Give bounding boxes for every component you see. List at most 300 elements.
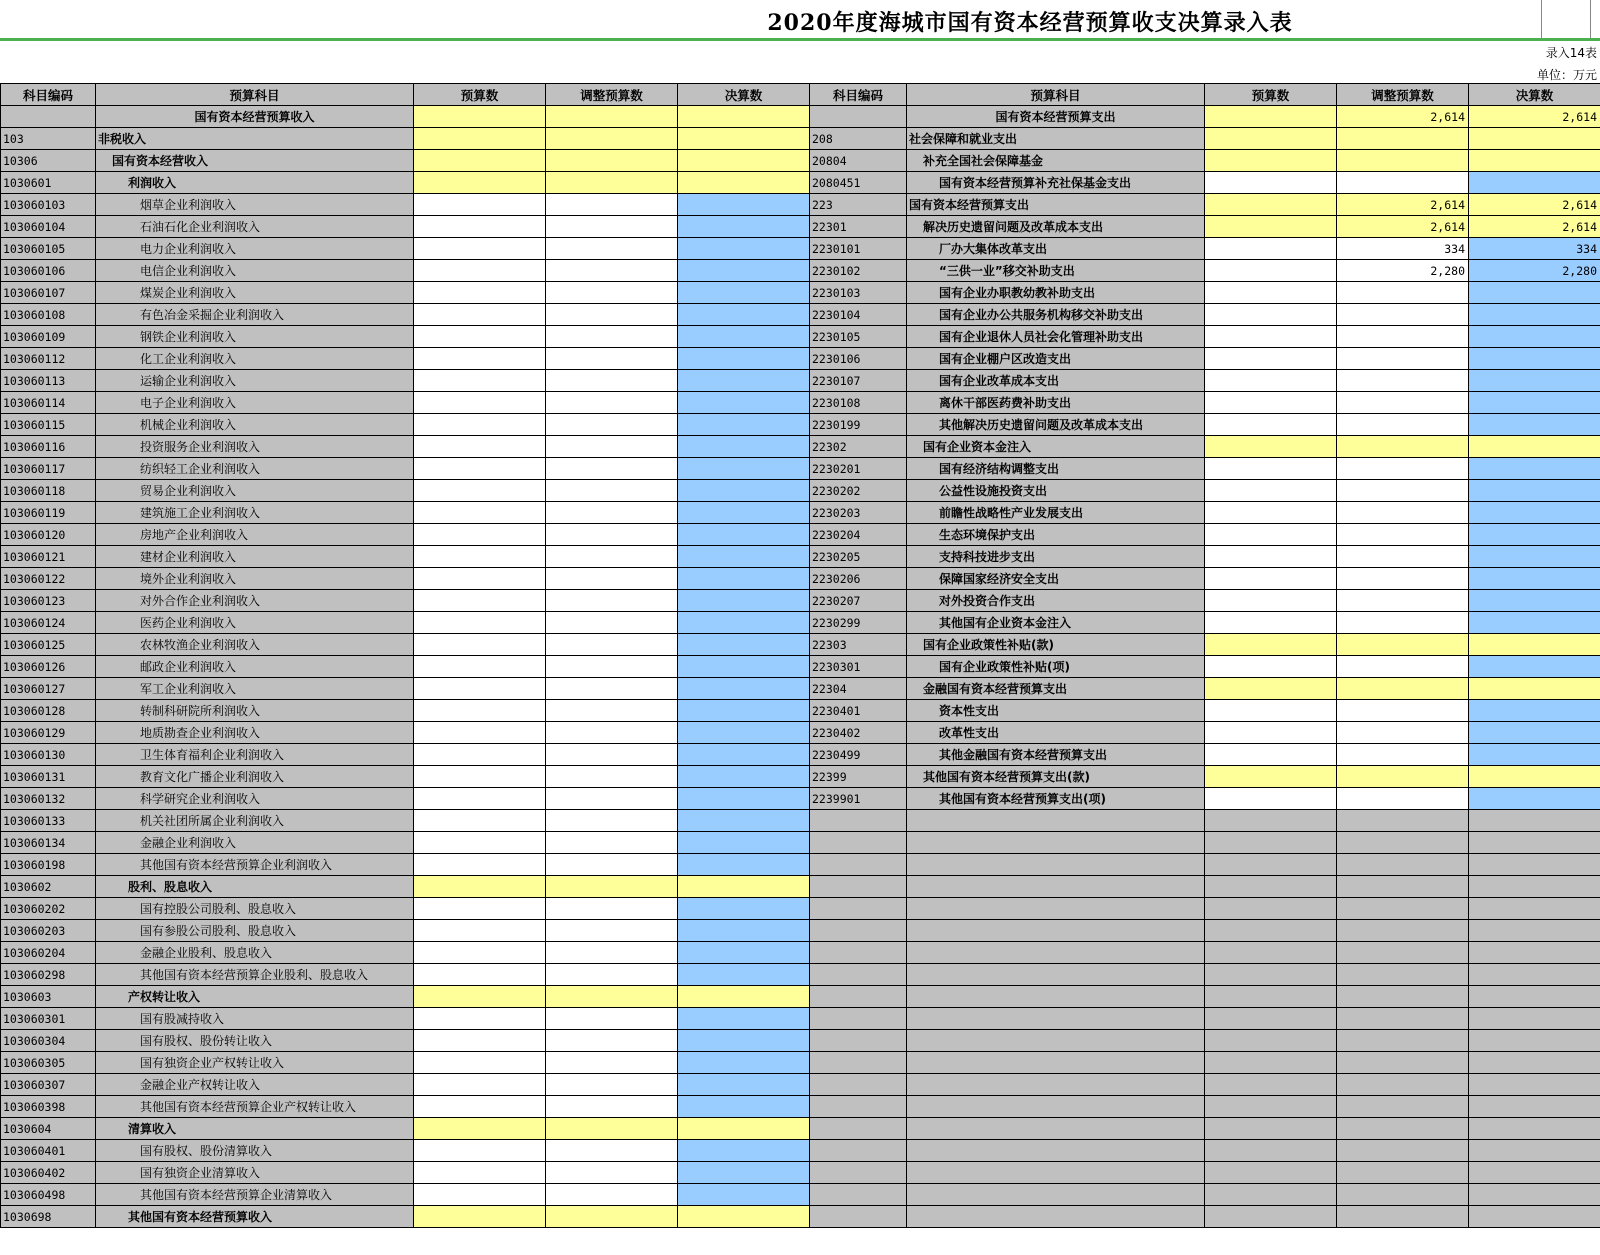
left-adjusted-cell[interactable] bbox=[546, 1162, 678, 1184]
left-final-cell[interactable] bbox=[678, 172, 810, 194]
left-adjusted-cell[interactable] bbox=[546, 480, 678, 502]
empty-cell bbox=[1469, 1052, 1600, 1074]
right-budget-cell[interactable] bbox=[1205, 612, 1337, 634]
right-final-cell[interactable] bbox=[1469, 568, 1600, 590]
left-final-cell[interactable] bbox=[678, 524, 810, 546]
left-adjusted-cell[interactable] bbox=[546, 722, 678, 744]
left-budget-cell[interactable] bbox=[414, 634, 546, 656]
right-final-cell[interactable] bbox=[1469, 326, 1600, 348]
left-final-cell[interactable] bbox=[678, 502, 810, 524]
right-adjusted-cell[interactable] bbox=[1337, 656, 1469, 678]
left-adjusted-cell[interactable] bbox=[546, 106, 678, 128]
right-adjusted-cell[interactable]: 2,614 bbox=[1337, 194, 1469, 216]
right-adjusted-cell[interactable] bbox=[1337, 634, 1469, 656]
left-budget-cell[interactable] bbox=[414, 1008, 546, 1030]
left-final-cell[interactable] bbox=[678, 128, 810, 150]
divider bbox=[1541, 0, 1542, 38]
left-budget-cell[interactable] bbox=[414, 128, 546, 150]
right-adjusted-cell[interactable] bbox=[1337, 678, 1469, 700]
left-subject-cell: 医药企业利润收入 bbox=[96, 612, 414, 634]
empty-cell bbox=[907, 920, 1205, 942]
left-final-cell[interactable] bbox=[678, 546, 810, 568]
right-final-cell[interactable] bbox=[1469, 612, 1600, 634]
left-adjusted-cell[interactable] bbox=[546, 568, 678, 590]
left-adjusted-cell[interactable] bbox=[546, 1030, 678, 1052]
left-final-cell[interactable] bbox=[678, 964, 810, 986]
left-budget-cell[interactable] bbox=[414, 854, 546, 876]
left-adjusted-cell[interactable] bbox=[546, 524, 678, 546]
left-final-cell[interactable] bbox=[678, 1118, 810, 1140]
left-adjusted-cell[interactable] bbox=[546, 656, 678, 678]
left-final-cell[interactable] bbox=[678, 854, 810, 876]
right-subject-cell: 国有资本经营预算支出 bbox=[907, 194, 1205, 216]
left-adjusted-cell[interactable] bbox=[546, 832, 678, 854]
right-final-cell[interactable]: 2,280 bbox=[1469, 260, 1600, 282]
left-code-cell: 103060301 bbox=[1, 1008, 96, 1030]
right-code-cell: 2230402 bbox=[810, 722, 907, 744]
left-budget-cell[interactable] bbox=[414, 106, 546, 128]
left-subject-cell: 地质勘查企业利润收入 bbox=[96, 722, 414, 744]
right-budget-cell[interactable] bbox=[1205, 700, 1337, 722]
left-budget-cell[interactable] bbox=[414, 172, 546, 194]
right-final-cell[interactable] bbox=[1469, 524, 1600, 546]
right-adjusted-cell[interactable] bbox=[1337, 326, 1469, 348]
right-adjusted-cell[interactable] bbox=[1337, 546, 1469, 568]
left-adjusted-cell[interactable] bbox=[546, 854, 678, 876]
right-adjusted-cell[interactable] bbox=[1337, 128, 1469, 150]
right-subject-cell: 国有企业资本金注入 bbox=[907, 436, 1205, 458]
right-final-cell[interactable] bbox=[1469, 282, 1600, 304]
right-final-cell[interactable] bbox=[1469, 150, 1600, 172]
right-final-cell[interactable] bbox=[1469, 458, 1600, 480]
empty-cell bbox=[1469, 1008, 1600, 1030]
left-adjusted-cell[interactable] bbox=[546, 1118, 678, 1140]
right-adjusted-cell[interactable] bbox=[1337, 744, 1469, 766]
right-final-cell[interactable] bbox=[1469, 436, 1600, 458]
right-adjusted-cell[interactable] bbox=[1337, 414, 1469, 436]
right-budget-cell[interactable] bbox=[1205, 216, 1337, 238]
left-budget-cell[interactable] bbox=[414, 436, 546, 458]
left-final-cell[interactable] bbox=[678, 370, 810, 392]
left-final-cell[interactable] bbox=[678, 1074, 810, 1096]
left-budget-cell[interactable] bbox=[414, 744, 546, 766]
right-budget-cell[interactable] bbox=[1205, 260, 1337, 282]
right-budget-cell[interactable] bbox=[1205, 106, 1337, 128]
right-budget-cell[interactable] bbox=[1205, 634, 1337, 656]
empty-cell bbox=[907, 1052, 1205, 1074]
left-final-cell[interactable] bbox=[678, 876, 810, 898]
right-final-cell[interactable] bbox=[1469, 370, 1600, 392]
left-budget-cell[interactable] bbox=[414, 678, 546, 700]
left-adjusted-cell[interactable] bbox=[546, 788, 678, 810]
right-final-cell[interactable] bbox=[1469, 656, 1600, 678]
right-final-cell[interactable] bbox=[1469, 304, 1600, 326]
right-budget-cell[interactable] bbox=[1205, 414, 1337, 436]
right-adjusted-cell[interactable] bbox=[1337, 766, 1469, 788]
right-adjusted-cell[interactable] bbox=[1337, 480, 1469, 502]
right-budget-cell[interactable] bbox=[1205, 150, 1337, 172]
right-final-cell[interactable] bbox=[1469, 678, 1600, 700]
left-budget-cell[interactable] bbox=[414, 964, 546, 986]
right-budget-cell[interactable] bbox=[1205, 766, 1337, 788]
left-final-cell[interactable] bbox=[678, 568, 810, 590]
left-budget-cell[interactable] bbox=[414, 150, 546, 172]
right-adjusted-cell[interactable] bbox=[1337, 722, 1469, 744]
left-final-cell[interactable] bbox=[678, 1184, 810, 1206]
left-budget-cell[interactable] bbox=[414, 722, 546, 744]
empty-cell bbox=[1337, 854, 1469, 876]
left-final-cell[interactable] bbox=[678, 348, 810, 370]
left-adjusted-cell[interactable] bbox=[546, 194, 678, 216]
right-budget-cell[interactable] bbox=[1205, 172, 1337, 194]
left-budget-cell[interactable] bbox=[414, 942, 546, 964]
right-budget-cell[interactable] bbox=[1205, 326, 1337, 348]
left-budget-cell[interactable] bbox=[414, 898, 546, 920]
left-adjusted-cell[interactable] bbox=[546, 590, 678, 612]
left-budget-cell[interactable] bbox=[414, 920, 546, 942]
left-final-cell[interactable] bbox=[678, 480, 810, 502]
left-budget-cell[interactable] bbox=[414, 1140, 546, 1162]
right-adjusted-cell[interactable]: 2,280 bbox=[1337, 260, 1469, 282]
empty-cell bbox=[810, 986, 907, 1008]
right-final-cell[interactable] bbox=[1469, 634, 1600, 656]
empty-cell bbox=[1469, 942, 1600, 964]
right-budget-cell[interactable] bbox=[1205, 392, 1337, 414]
right-budget-cell[interactable] bbox=[1205, 370, 1337, 392]
left-adjusted-cell[interactable] bbox=[546, 172, 678, 194]
left-budget-cell[interactable] bbox=[414, 524, 546, 546]
left-final-cell[interactable] bbox=[678, 634, 810, 656]
left-final-cell[interactable] bbox=[678, 458, 810, 480]
right-code-cell: 2230299 bbox=[810, 612, 907, 634]
left-adjusted-cell[interactable] bbox=[546, 260, 678, 282]
left-final-cell[interactable] bbox=[678, 150, 810, 172]
table-row bbox=[1, 304, 1600, 326]
left-final-cell[interactable] bbox=[678, 216, 810, 238]
right-adjusted-cell[interactable] bbox=[1337, 436, 1469, 458]
left-budget-cell[interactable] bbox=[414, 788, 546, 810]
left-budget-cell[interactable] bbox=[414, 656, 546, 678]
right-budget-cell[interactable] bbox=[1205, 502, 1337, 524]
left-adjusted-cell[interactable] bbox=[546, 1052, 678, 1074]
table-row bbox=[1, 1030, 1600, 1052]
right-adjusted-cell[interactable]: 2,614 bbox=[1337, 106, 1469, 128]
left-final-cell[interactable] bbox=[678, 920, 810, 942]
left-budget-cell[interactable] bbox=[414, 1096, 546, 1118]
left-budget-cell[interactable] bbox=[414, 1118, 546, 1140]
header-row bbox=[1, 84, 1600, 106]
left-budget-cell[interactable] bbox=[414, 238, 546, 260]
right-adjusted-cell[interactable] bbox=[1337, 502, 1469, 524]
left-budget-cell[interactable] bbox=[414, 458, 546, 480]
left-budget-cell[interactable] bbox=[414, 392, 546, 414]
right-final-cell[interactable] bbox=[1469, 502, 1600, 524]
left-budget-cell[interactable] bbox=[414, 832, 546, 854]
left-budget-cell[interactable] bbox=[414, 326, 546, 348]
left-final-cell[interactable] bbox=[678, 238, 810, 260]
left-adjusted-cell[interactable] bbox=[546, 502, 678, 524]
right-final-cell[interactable]: 2,614 bbox=[1469, 194, 1600, 216]
right-final-cell[interactable] bbox=[1469, 348, 1600, 370]
empty-cell bbox=[1337, 1140, 1469, 1162]
left-final-cell[interactable] bbox=[678, 1030, 810, 1052]
left-budget-cell[interactable] bbox=[414, 1030, 546, 1052]
left-budget-cell[interactable] bbox=[414, 348, 546, 370]
right-adjusted-cell[interactable] bbox=[1337, 348, 1469, 370]
left-budget-cell[interactable] bbox=[414, 986, 546, 1008]
left-adjusted-cell[interactable] bbox=[546, 1096, 678, 1118]
left-final-cell[interactable] bbox=[678, 436, 810, 458]
left-budget-cell[interactable] bbox=[414, 282, 546, 304]
left-adjusted-cell[interactable] bbox=[546, 326, 678, 348]
right-final-cell[interactable] bbox=[1469, 128, 1600, 150]
left-budget-cell[interactable] bbox=[414, 1074, 546, 1096]
right-final-cell[interactable] bbox=[1469, 722, 1600, 744]
left-subject-cell: 产权转让收入 bbox=[96, 986, 414, 1008]
left-final-cell[interactable] bbox=[678, 678, 810, 700]
left-final-cell[interactable] bbox=[678, 986, 810, 1008]
table-row bbox=[1, 854, 1600, 876]
left-adjusted-cell[interactable] bbox=[546, 634, 678, 656]
right-final-cell[interactable] bbox=[1469, 392, 1600, 414]
right-adjusted-cell[interactable] bbox=[1337, 150, 1469, 172]
left-final-cell[interactable] bbox=[678, 260, 810, 282]
right-budget-cell[interactable] bbox=[1205, 282, 1337, 304]
left-code-cell: 103060118 bbox=[1, 480, 96, 502]
right-final-cell[interactable] bbox=[1469, 480, 1600, 502]
left-subject-cell: 其他国有资本经营预算企业产权转让收入 bbox=[96, 1096, 414, 1118]
left-adjusted-cell[interactable] bbox=[546, 986, 678, 1008]
right-final-cell[interactable] bbox=[1469, 414, 1600, 436]
left-final-cell[interactable] bbox=[678, 766, 810, 788]
right-adjusted-cell[interactable] bbox=[1337, 524, 1469, 546]
left-final-cell[interactable] bbox=[678, 744, 810, 766]
right-adjusted-cell[interactable] bbox=[1337, 700, 1469, 722]
right-budget-cell[interactable] bbox=[1205, 546, 1337, 568]
table-row bbox=[1, 942, 1600, 964]
left-subject-cell: 石油石化企业利润收入 bbox=[96, 216, 414, 238]
left-budget-cell[interactable] bbox=[414, 612, 546, 634]
right-budget-cell[interactable] bbox=[1205, 656, 1337, 678]
left-budget-cell[interactable] bbox=[414, 876, 546, 898]
right-budget-cell[interactable] bbox=[1205, 348, 1337, 370]
left-final-cell[interactable] bbox=[678, 1162, 810, 1184]
right-budget-cell[interactable] bbox=[1205, 436, 1337, 458]
left-adjusted-cell[interactable] bbox=[546, 942, 678, 964]
right-budget-cell[interactable] bbox=[1205, 194, 1337, 216]
left-final-cell[interactable] bbox=[678, 590, 810, 612]
left-subject-cell: 贸易企业利润收入 bbox=[96, 480, 414, 502]
right-final-cell[interactable] bbox=[1469, 744, 1600, 766]
left-adjusted-cell[interactable] bbox=[546, 1008, 678, 1030]
left-final-cell[interactable] bbox=[678, 810, 810, 832]
left-budget-cell[interactable] bbox=[414, 810, 546, 832]
right-final-cell[interactable] bbox=[1469, 172, 1600, 194]
left-budget-cell[interactable] bbox=[414, 502, 546, 524]
left-adjusted-cell[interactable] bbox=[546, 1074, 678, 1096]
left-adjusted-cell[interactable] bbox=[546, 766, 678, 788]
left-adjusted-cell[interactable] bbox=[546, 216, 678, 238]
divider bbox=[1590, 0, 1591, 38]
right-adjusted-cell[interactable] bbox=[1337, 590, 1469, 612]
left-budget-cell[interactable] bbox=[414, 370, 546, 392]
right-adjusted-cell[interactable] bbox=[1337, 612, 1469, 634]
right-budget-cell[interactable] bbox=[1205, 304, 1337, 326]
left-adjusted-cell[interactable] bbox=[546, 678, 678, 700]
left-adjusted-cell[interactable] bbox=[546, 546, 678, 568]
right-adjusted-cell[interactable] bbox=[1337, 282, 1469, 304]
empty-cell bbox=[907, 1162, 1205, 1184]
left-budget-cell[interactable] bbox=[414, 1206, 546, 1228]
left-code-cell: 103 bbox=[1, 128, 96, 150]
left-adjusted-cell[interactable] bbox=[546, 150, 678, 172]
right-budget-cell[interactable] bbox=[1205, 128, 1337, 150]
right-budget-cell[interactable] bbox=[1205, 458, 1337, 480]
left-final-cell[interactable] bbox=[678, 1206, 810, 1228]
table-row bbox=[1, 326, 1600, 348]
left-final-cell[interactable] bbox=[678, 1008, 810, 1030]
left-adjusted-cell[interactable] bbox=[546, 1184, 678, 1206]
right-budget-cell[interactable] bbox=[1205, 788, 1337, 810]
left-adjusted-cell[interactable] bbox=[546, 1140, 678, 1162]
empty-cell bbox=[1469, 1140, 1600, 1162]
left-budget-cell[interactable] bbox=[414, 766, 546, 788]
left-budget-cell[interactable] bbox=[414, 260, 546, 282]
left-budget-cell[interactable] bbox=[414, 1184, 546, 1206]
right-final-cell[interactable]: 2,614 bbox=[1469, 216, 1600, 238]
left-budget-cell[interactable] bbox=[414, 568, 546, 590]
left-budget-cell[interactable] bbox=[414, 480, 546, 502]
left-budget-cell[interactable] bbox=[414, 414, 546, 436]
right-adjusted-cell[interactable]: 334 bbox=[1337, 238, 1469, 260]
empty-cell bbox=[907, 1008, 1205, 1030]
left-budget-cell[interactable] bbox=[414, 700, 546, 722]
right-subject-cell: 资本性支出 bbox=[907, 700, 1205, 722]
left-adjusted-cell[interactable] bbox=[546, 282, 678, 304]
left-adjusted-cell[interactable] bbox=[546, 458, 678, 480]
left-adjusted-cell[interactable] bbox=[546, 700, 678, 722]
right-final-cell[interactable] bbox=[1469, 700, 1600, 722]
empty-cell bbox=[1337, 876, 1469, 898]
right-budget-cell[interactable] bbox=[1205, 722, 1337, 744]
left-adjusted-cell[interactable] bbox=[546, 128, 678, 150]
left-adjusted-cell[interactable] bbox=[546, 348, 678, 370]
empty-cell bbox=[1205, 1096, 1337, 1118]
empty-cell bbox=[810, 920, 907, 942]
left-adjusted-cell[interactable] bbox=[546, 876, 678, 898]
left-final-cell[interactable] bbox=[678, 898, 810, 920]
empty-cell bbox=[1337, 942, 1469, 964]
right-subject-cell: 其他金融国有资本经营预算支出 bbox=[907, 744, 1205, 766]
left-final-cell[interactable] bbox=[678, 1096, 810, 1118]
left-adjusted-cell[interactable] bbox=[546, 414, 678, 436]
right-final-cell[interactable]: 2,614 bbox=[1469, 106, 1600, 128]
left-final-cell[interactable] bbox=[678, 194, 810, 216]
left-final-cell[interactable] bbox=[678, 106, 810, 128]
left-budget-cell[interactable] bbox=[414, 1052, 546, 1074]
left-final-cell[interactable] bbox=[678, 700, 810, 722]
right-final-cell[interactable] bbox=[1469, 766, 1600, 788]
left-adjusted-cell[interactable] bbox=[546, 920, 678, 942]
left-budget-cell[interactable] bbox=[414, 216, 546, 238]
left-adjusted-cell[interactable] bbox=[546, 1206, 678, 1228]
right-adjusted-cell[interactable] bbox=[1337, 788, 1469, 810]
left-final-cell[interactable] bbox=[678, 326, 810, 348]
left-final-cell[interactable] bbox=[678, 304, 810, 326]
table-row bbox=[1, 1206, 1600, 1228]
table-row bbox=[1, 216, 1600, 238]
left-adjusted-cell[interactable] bbox=[546, 964, 678, 986]
right-adjusted-cell[interactable] bbox=[1337, 458, 1469, 480]
empty-cell bbox=[1205, 986, 1337, 1008]
table-row bbox=[1, 150, 1600, 172]
right-adjusted-cell[interactable] bbox=[1337, 392, 1469, 414]
left-adjusted-cell[interactable] bbox=[546, 612, 678, 634]
left-subject-cell: 房地产企业利润收入 bbox=[96, 524, 414, 546]
empty-cell bbox=[810, 854, 907, 876]
right-final-cell[interactable] bbox=[1469, 788, 1600, 810]
right-budget-cell[interactable] bbox=[1205, 238, 1337, 260]
left-adjusted-cell[interactable] bbox=[546, 810, 678, 832]
left-adjusted-cell[interactable] bbox=[546, 370, 678, 392]
left-budget-cell[interactable] bbox=[414, 546, 546, 568]
left-code-cell: 103060117 bbox=[1, 458, 96, 480]
left-final-cell[interactable] bbox=[678, 656, 810, 678]
right-budget-cell[interactable] bbox=[1205, 590, 1337, 612]
left-final-cell[interactable] bbox=[678, 722, 810, 744]
left-final-cell[interactable] bbox=[678, 1052, 810, 1074]
left-subject-cell: 国有资本经营预算收入 bbox=[96, 106, 414, 128]
page-title: 2020年度海城市国有资本经营预算收支决算录入表 bbox=[767, 10, 1293, 36]
right-adjusted-cell[interactable] bbox=[1337, 172, 1469, 194]
left-budget-cell[interactable] bbox=[414, 194, 546, 216]
left-adjusted-cell[interactable] bbox=[546, 898, 678, 920]
right-budget-cell[interactable] bbox=[1205, 678, 1337, 700]
right-final-cell[interactable] bbox=[1469, 590, 1600, 612]
right-adjusted-cell[interactable] bbox=[1337, 370, 1469, 392]
right-budget-cell[interactable] bbox=[1205, 480, 1337, 502]
left-code-cell: 103060401 bbox=[1, 1140, 96, 1162]
right-budget-cell[interactable] bbox=[1205, 568, 1337, 590]
left-adjusted-cell[interactable] bbox=[546, 238, 678, 260]
left-adjusted-cell[interactable] bbox=[546, 436, 678, 458]
right-final-cell[interactable]: 334 bbox=[1469, 238, 1600, 260]
left-budget-cell[interactable] bbox=[414, 1162, 546, 1184]
left-adjusted-cell[interactable] bbox=[546, 392, 678, 414]
right-adjusted-cell[interactable]: 2,614 bbox=[1337, 216, 1469, 238]
right-adjusted-cell[interactable] bbox=[1337, 568, 1469, 590]
left-budget-cell[interactable] bbox=[414, 590, 546, 612]
left-final-cell[interactable] bbox=[678, 832, 810, 854]
empty-cell bbox=[1205, 1074, 1337, 1096]
left-final-cell[interactable] bbox=[678, 1140, 810, 1162]
left-adjusted-cell[interactable] bbox=[546, 744, 678, 766]
left-budget-cell[interactable] bbox=[414, 304, 546, 326]
empty-cell bbox=[1205, 964, 1337, 986]
left-adjusted-cell[interactable] bbox=[546, 304, 678, 326]
left-final-cell[interactable] bbox=[678, 788, 810, 810]
left-code-cell: 103060123 bbox=[1, 590, 96, 612]
left-final-cell[interactable] bbox=[678, 392, 810, 414]
left-final-cell[interactable] bbox=[678, 942, 810, 964]
right-budget-cell[interactable] bbox=[1205, 744, 1337, 766]
right-budget-cell[interactable] bbox=[1205, 524, 1337, 546]
right-final-cell[interactable] bbox=[1469, 546, 1600, 568]
left-final-cell[interactable] bbox=[678, 282, 810, 304]
left-final-cell[interactable] bbox=[678, 612, 810, 634]
left-final-cell[interactable] bbox=[678, 414, 810, 436]
right-adjusted-cell[interactable] bbox=[1337, 304, 1469, 326]
